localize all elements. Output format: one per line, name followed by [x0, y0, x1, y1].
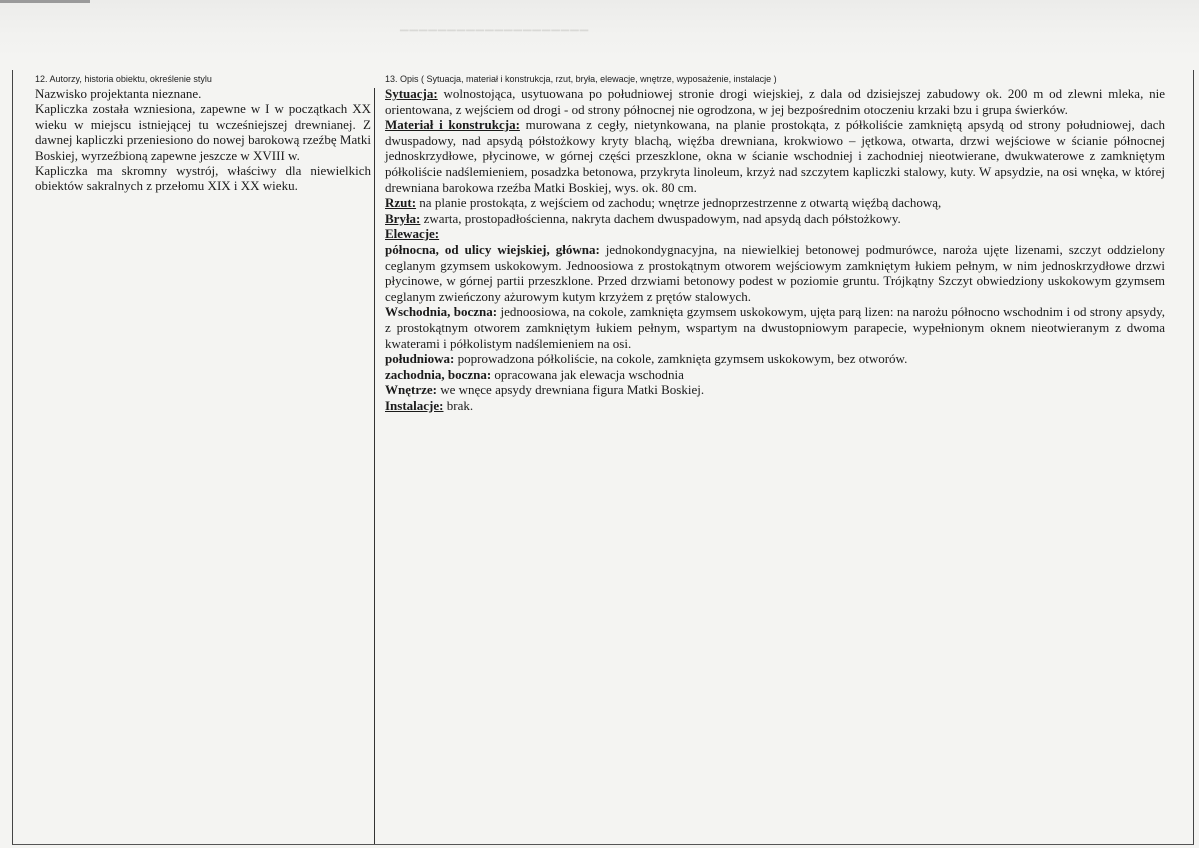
material-paragraph — [385, 117, 1165, 195]
bleed-through-shadow: ▔▔▔▔▔▔▔▔▔▔▔▔▔▔▔▔▔▔▔▔ — [400, 31, 590, 43]
column-divider — [374, 88, 375, 844]
section-13-header: 13. Opis ( Sytuacja, materiał i konstrukcja, rzut, bryła, elewacje, wnętrze, wyposażenie, instalacje ) — [385, 74, 777, 84]
description-column — [385, 86, 1165, 413]
east-elevation-text: jednoosiowa, na cokole, zamknięta gzymsem uskokowym, ujęta parą lizen: na narożu północno wschodnim i od strony apsydy, z prostokątnym otworem zamkniętym łukiem pełnym, wspartym na dwustopniowym parapecie, wypełnionym oknem nieotwieranym z dwoma kwaterami i półkolistym nadślemieniem na osi. — [385, 304, 1165, 351]
west-elevation-label: zachodnia, boczna: — [385, 366, 492, 382]
north-elevation-paragraph — [385, 242, 1165, 304]
south-elevation-label: południowa: — [385, 351, 455, 367]
south-elevation-text: poprowadzona półkoliście, na cokole, zamknięta gzymsem uskokowym, bez otworów. — [454, 351, 908, 367]
elevations-heading — [385, 226, 1165, 242]
history-column — [35, 86, 371, 194]
mass-paragraph — [385, 211, 1165, 227]
west-elevation-paragraph — [385, 367, 1165, 383]
designer-paragraph: Nazwisko projektanta nieznane. — [35, 86, 202, 101]
south-elevation-paragraph — [385, 351, 1165, 367]
situation-paragraph — [385, 86, 1165, 117]
installations-text: brak. — [443, 397, 474, 413]
mass-text: zwarta, prostopadłościenna, nakryta dachem dwuspadowym, nad apsydą dach półstożkowy. — [420, 210, 901, 226]
north-elevation-text: jednokondygnacyjna, na niewielkiej betonowej podmurówce, naroża ujęte lizenami, szczyt oddzielony ceglanym gzymsem uskokowym. Jednoosiowa z prostokątnym otworem wejściowym zamkniętym łukiem pełnym, w nim jednoskrzydłowe drzwi płycinowe, w górnej partii przeszklone. Przed drzwiami betonowy podest w poziomie gruntu. Trójkątny Szczyt obwiedziony uskokowym gzymsem ceglanym zwieńczony ażurowym kutym krzyżem z prętów stalowych. — [385, 241, 1166, 304]
plan-paragraph — [385, 195, 1165, 211]
north-elevation-label: północna, od ulicy wiejskiej, główna: — [385, 241, 600, 257]
west-elevation-text: opracowana jak elewacja wschodnia — [491, 366, 684, 382]
scan-edge-mark — [0, 0, 90, 3]
style-paragraph: Kapliczka ma skromny wystrój, właściwy dla niewielkich obiektów sakralnych z przełomu XIX i XX wieku. — [35, 163, 371, 194]
installations-label: Instalacje: — [385, 397, 444, 413]
elevations-label: Elewacje: — [385, 226, 440, 242]
plan-text: na planie prostokąta, z wejściem od zachodu; wnętrze jednoprzestrzenne z otwartą więźbą dachową, — [416, 195, 942, 211]
scan-header-shade — [0, 0, 1199, 60]
installations-paragraph — [385, 398, 1165, 414]
mass-label: Bryła: — [385, 210, 421, 226]
material-text: murowana z cegły, nietynkowana, na planie prostokąta, z półkoliście zamkniętą apsydą od strony południowej, dach dwuspadowy, nad apsydą półstożkowy kryty blachą, więźba drewniana, krokwiowo – jętkowa, otwarta, drzwi wejściowe w ścianie północnej jednoskrzydłowe, płycinowe, w górnej części przeszklone, okna w ścianie wschodniej i zachodniej nieotwierane, dwukwaterowe z zamkniętym półkoliście nadślemieniem, posadzka betonowa, przykryta linoleum, krzyż nad szczytem kapliczki stalowy, kuty. W apsydzie, na osi wnęka, w której drewniana barokowa rzeźba Matki Boskiej, wys. ok. 80 cm. — [385, 117, 1165, 195]
east-elevation-paragraph — [385, 304, 1165, 351]
situation-text: wolnostojąca, usytuowana po południowej stronie drogi wiejskiej, z dala od dzisiejszej zabudowy ok. 200 m od zlewni mleka, nie orientowana, z wejściem od drogi - od strony północnej nie ogrodzona, w jej bezpośrednim otoczeniu krzaki bzu i grupa świerków. — [385, 86, 1165, 117]
interior-label: Wnętrze: — [385, 382, 437, 398]
interior-paragraph — [385, 382, 1165, 398]
situation-label: Sytuacja: — [385, 86, 438, 101]
plan-label: Rzut: — [385, 195, 417, 211]
section-12-header: 12. Autorzy, historia obiektu, określenie stylu — [35, 74, 212, 84]
history-paragraph: Kapliczka została wzniesiona, zapewne w I w początkach XX wieku w miejscu istniejącej tu wcześniejszej drewnianej. Z dawnej kapliczki przeniesiono do nowej barokową rzeźbę Matki Boskiej, wyrzeźbioną zapewne jeszcze w XVIII w. — [35, 101, 371, 163]
material-label: Materiał i konstrukcja: — [385, 117, 520, 133]
east-elevation-label: Wschodnia, boczna: — [385, 304, 498, 320]
interior-text: we wnęce apsydy drewniana figura Matki Boskiej. — [436, 382, 705, 398]
